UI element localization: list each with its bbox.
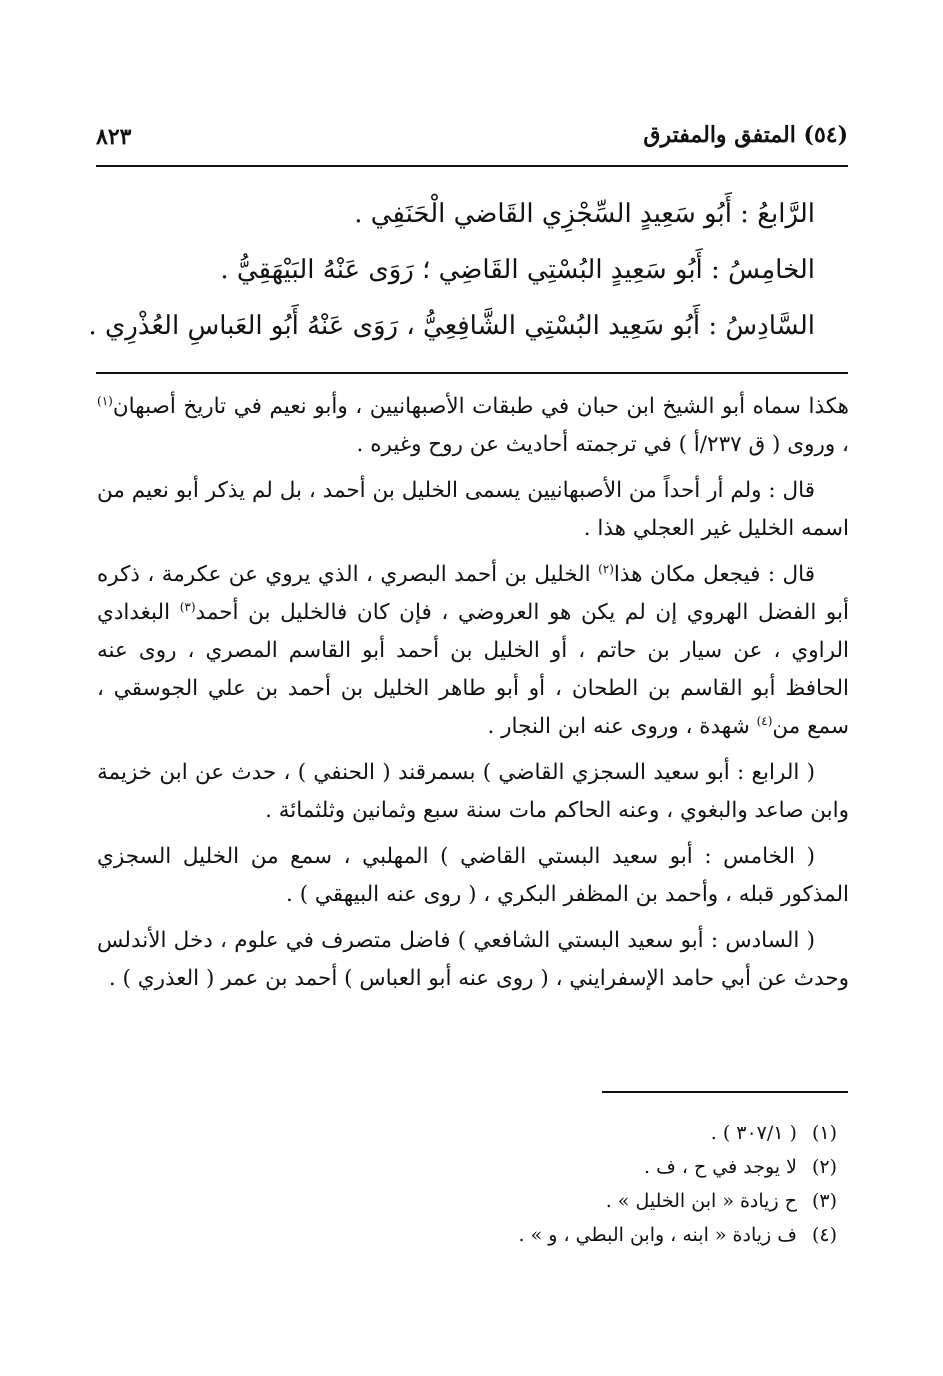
footnote-number: (٣): [811, 1190, 837, 1212]
footnote-ref: (٣): [179, 599, 196, 614]
footnote-text: ف زيادة « ابنه ، وابن البطي ، و » .: [518, 1224, 797, 1246]
footnote-text: ح زيادة « ابن الخليل » .: [605, 1190, 797, 1212]
footnote-number: (٤): [811, 1224, 837, 1246]
commentary-paragraph: ( السادس : أبو سعيد البستي الشافعي ) فاضل متصرف في علوم ، دخل الأندلس وحدث عن أبي حامد الإسفرايني ، ( روى عنه أبو العباس ) أحمد بن عمر ( العذري ) .: [97, 928, 849, 991]
main-text-line: الرَّابعُ : أَبُو سَعِيدٍ السِّجْزِي القَاضي الْحَنَفِي .: [354, 199, 815, 229]
footnote-ref: (٢): [598, 561, 614, 576]
footnotes-divider: [602, 1091, 848, 1093]
paragraph-text: الخليل بن أحمد البصري ، الذي يروي عن عكرمة ، ذكره أبو الفضل الهروي إن لم يكن هو العروضي ، فإن كان فالخليل بن أحمد: [97, 562, 849, 625]
main-text-divider: [96, 372, 848, 374]
footnotes: [137, 1116, 837, 1252]
page-number: ٨٢٣: [96, 124, 132, 150]
footnote: [137, 1116, 837, 1150]
main-text-line: السَّادِسُ : أَبُو سَعِيد البُسْتِي الشَّافِعِيُّ ، رَوَى عَنْهُ أَبُو العَباسِ العُذْرِي .: [88, 311, 815, 341]
footnote-number: (٢): [811, 1156, 837, 1178]
footnote-ref: (٤): [756, 713, 773, 728]
running-header: [96, 122, 848, 166]
commentary: [97, 388, 849, 1006]
commentary-paragraph: [97, 556, 849, 746]
commentary-paragraph: [97, 388, 849, 464]
footnote: [137, 1218, 837, 1252]
footnote: [137, 1150, 837, 1184]
main-text: [88, 186, 815, 354]
paragraph-text: هكذا سماه أبو الشيخ ابن حبان في طبقات الأصبهانيين ، وأبو نعيم في تاريخ أصبهان: [112, 394, 849, 419]
commentary-paragraph: ( الخامس : أبو سعيد البستي القاضي ) المهلبي ، سمع من الخليل السجزي المذكور قبله ، وأحمد بن المظفر البكري ، ( روى عنه البيهقي ) .: [97, 844, 849, 907]
header-divider: [96, 165, 848, 167]
footnote-ref: (١): [97, 393, 113, 408]
footnote: [137, 1184, 837, 1218]
footnote-text: لا يوجد في ح ، ف .: [644, 1156, 797, 1178]
commentary-paragraph: ( الرابع : أبو سعيد السجزي القاضي ) بسمرقند ( الحنفي ) ، حدث عن ابن خزيمة وابن صاعد والبغوي ، وعنه الحاكم مات سنة سبع وثمانين وثلثمائة .: [97, 760, 849, 823]
paragraph-text: ، وروى ( ق ٢٣٧/أ ) في ترجمته أحاديث عن روح وغيره .: [356, 432, 849, 457]
commentary-paragraph: قال : ولم أر أحداً من الأصبهانيين يسمى الخليل بن أحمد ، بل لم يذكر أبو نعيم من اسمه الخليل غير العجلي هذا .: [97, 478, 849, 541]
paragraph-text: شهدة ، وروى عنه ابن النجار .: [487, 714, 757, 739]
paragraph-text: البغدادي الراوي ، عن سيار بن حاتم ، أو الخليل بن أحمد أبو القاسم المصري ، روى عنه الحافظ أبو القاسم بن الطحان ، أو أبو طاهر الخليل بن أحمد بن علي الجوسقي ، سمع من: [97, 600, 849, 739]
main-text-line: الخامِسُ : أَبُو سَعِيدٍ البُسْتِي القَاضِي ؛ رَوَى عَنْهُ البَيْهَقِيُّ .: [220, 255, 815, 285]
footnote-text: ( ٣٠٧/١ ) .: [710, 1122, 797, 1144]
paragraph-text: قال : فيجعل مكان هذا: [613, 562, 815, 587]
footnote-number: (١): [811, 1122, 837, 1144]
chapter-title: (٥٤) المتفق والمفترق: [643, 122, 848, 148]
